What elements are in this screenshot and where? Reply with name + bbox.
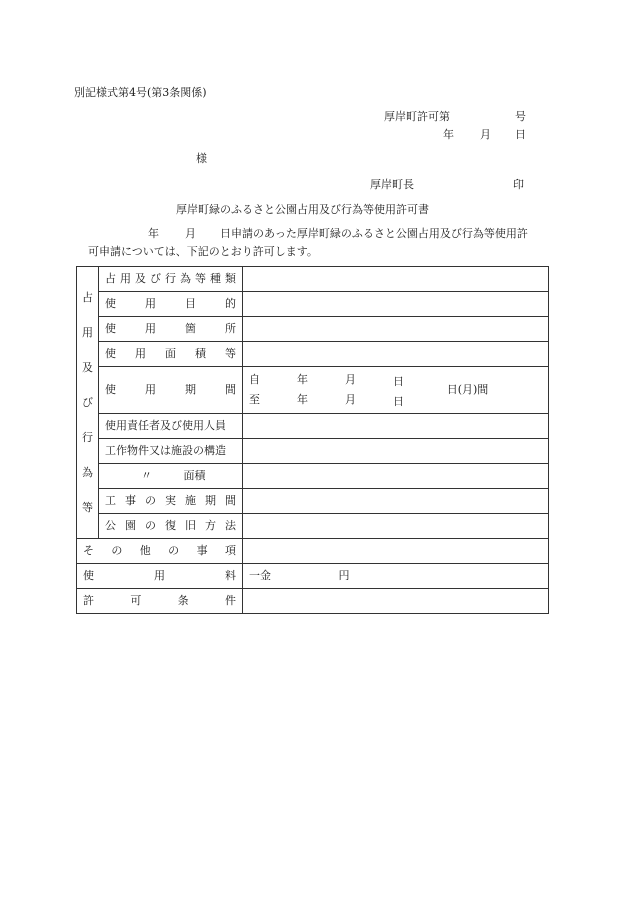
ditto-mark: 〃 bbox=[141, 469, 152, 482]
row-label-structure: 工作物件又は施設の構造 bbox=[99, 439, 243, 464]
period-to-day: 日 bbox=[393, 395, 404, 408]
period-to-month: 月 bbox=[345, 393, 356, 406]
period-to-year: 年 bbox=[297, 393, 308, 406]
value-period[interactable] bbox=[243, 367, 549, 414]
addressee-suffix: 様 bbox=[196, 152, 207, 165]
permit-table bbox=[76, 266, 549, 614]
category-cell bbox=[77, 267, 99, 539]
intro-year: 年 bbox=[148, 227, 159, 240]
period-to: 至 bbox=[249, 393, 260, 406]
period-from-day: 日 bbox=[393, 375, 404, 388]
row-label-responsible: 使用責任者及び使用人員 bbox=[99, 414, 243, 439]
structure-area-label: 面積 bbox=[183, 469, 206, 482]
issue-month: 月 bbox=[480, 128, 491, 141]
category-label: 占 用 及 び 行 為 等 bbox=[82, 290, 93, 514]
value-restoration[interactable] bbox=[243, 514, 549, 539]
form-number: 別記様式第4号(第3条関係) bbox=[74, 86, 207, 99]
value-area[interactable] bbox=[243, 342, 549, 367]
period-from-year: 年 bbox=[297, 373, 308, 386]
intro-line1: 日申請のあった厚岸町緑のふるさと公園占用及び行為等使用許 bbox=[220, 227, 528, 240]
issue-year: 年 bbox=[443, 128, 454, 141]
intro-month: 月 bbox=[185, 227, 196, 240]
fee-prefix: 一金 bbox=[249, 569, 271, 582]
permit-number-suffix: 号 bbox=[515, 110, 526, 123]
row-label-conditions: 許 可 条 件 bbox=[77, 589, 243, 614]
value-responsible[interactable] bbox=[243, 414, 549, 439]
issue-day: 日 bbox=[515, 128, 526, 141]
permit-number-prefix: 厚岸町許可第 bbox=[384, 110, 450, 123]
intro-line2: 可申請については、下記のとおり許可します。 bbox=[88, 245, 318, 258]
issuer-seal: 印 bbox=[513, 178, 524, 191]
row-label-type: 占 用 及 び 行 為 等 種 類 bbox=[99, 267, 243, 292]
fee-unit: 円 bbox=[338, 569, 350, 582]
value-conditions[interactable] bbox=[243, 589, 549, 614]
value-structure[interactable] bbox=[243, 439, 549, 464]
row-label-construction-period: 工 事 の 実 施 期 間 bbox=[99, 489, 243, 514]
value-other[interactable] bbox=[243, 539, 549, 564]
row-label-area: 使 用 面 積 等 bbox=[99, 342, 243, 367]
value-purpose[interactable] bbox=[243, 292, 549, 317]
period-from-month: 月 bbox=[345, 373, 356, 386]
row-label-location: 使 用 箇 所 bbox=[99, 317, 243, 342]
row-label-purpose: 使 用 目 的 bbox=[99, 292, 243, 317]
row-label-period: 使 用 期 間 bbox=[99, 367, 243, 414]
document-title: 厚岸町緑のふるさと公園占用及び行為等使用許可書 bbox=[176, 203, 429, 216]
row-label-structure-area bbox=[99, 464, 243, 489]
value-fee[interactable] bbox=[243, 564, 549, 589]
period-from: 自 bbox=[249, 373, 260, 386]
row-label-restoration: 公 園 の 復 旧 方 法 bbox=[99, 514, 243, 539]
row-label-other: そ の 他 の 事 項 bbox=[77, 539, 243, 564]
value-type[interactable] bbox=[243, 267, 549, 292]
issuer-title: 厚岸町長 bbox=[370, 178, 414, 191]
value-structure-area[interactable] bbox=[243, 464, 549, 489]
value-construction-period[interactable] bbox=[243, 489, 549, 514]
row-label-fee: 使 用 料 bbox=[77, 564, 243, 589]
value-location[interactable] bbox=[243, 317, 549, 342]
period-total: 日(月)間 bbox=[446, 383, 489, 396]
